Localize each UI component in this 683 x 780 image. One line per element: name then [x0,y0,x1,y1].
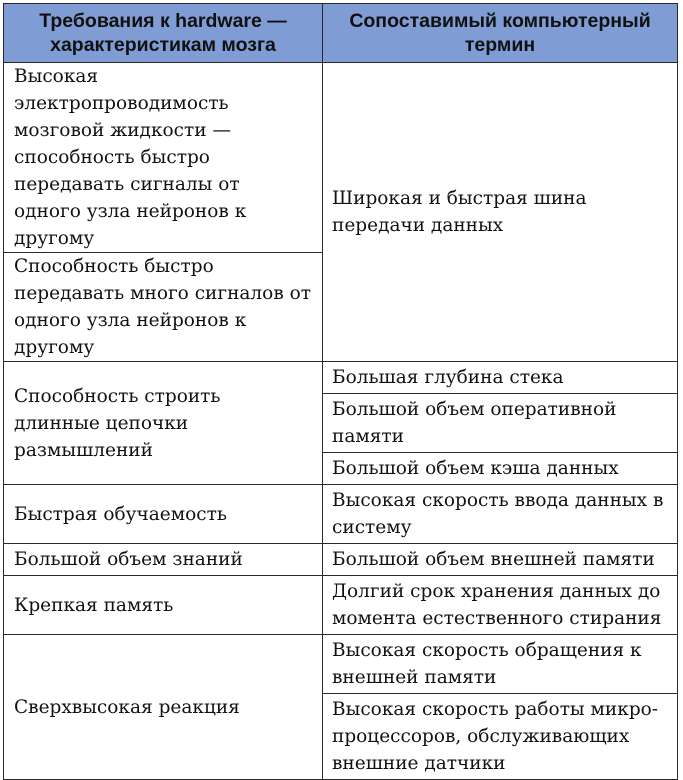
cell-requirement: Сверхвысокая реакция [4,635,323,780]
cell-requirement: Быстрая обучаемость [4,485,323,544]
table-row [4,362,678,394]
cell-requirement: Большой объем знаний [4,544,323,576]
header-row [4,4,678,63]
cell-term: Большой объем внешней памяти [323,544,678,576]
table-row [4,544,678,576]
cell-term: Большой объем кэша данных [323,453,678,485]
comparison-table [3,3,678,780]
cell-requirement: Крепкая память [4,576,323,635]
cell-requirement: Высокая электропроводимость мозговой жидкости — способность быстро передавать сигналы от одного узла нейронов к другому [4,63,323,253]
table-row [4,63,678,253]
cell-term: Большая глубина стека [323,362,678,394]
cell-term: Высокая скорость обращения к внешней памяти [323,635,678,694]
table-row [4,485,678,544]
header-computer-term: Сопоставимый компьютерный термин [323,4,678,63]
cell-term: Высокая скорость ввода данных в систему [323,485,678,544]
header-brain-requirements: Требования к hardware — характеристикам мозга [4,4,323,63]
cell-term: Большой объем оперативной памяти [323,394,678,453]
cell-term: Широкая и быстрая шина передачи данных [323,63,678,362]
cell-requirement: Способность строить длинные цепочки размышлений [4,362,323,485]
cell-term: Высокая скорость работы микро-процессоров, обслуживающих внешние датчики [323,694,678,780]
cell-requirement: Способность быстро передавать много сигналов от одного узла нейронов к другому [4,253,323,362]
table-row [4,576,678,635]
cell-term: Долгий срок хранения данных до момента естественного стирания [323,576,678,635]
table-row [4,635,678,694]
